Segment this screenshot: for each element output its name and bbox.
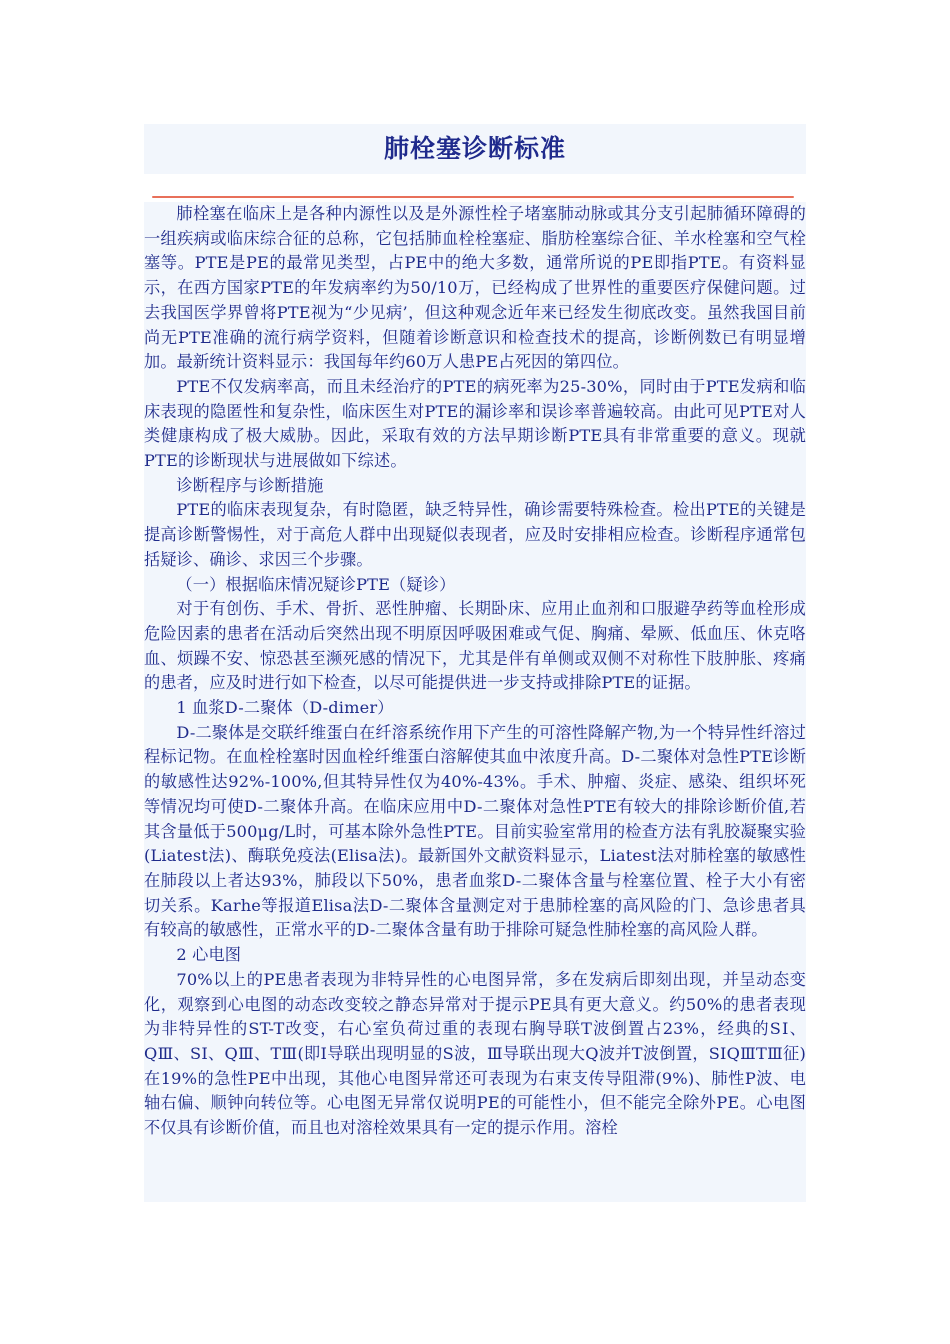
- paragraph-procedure: PTE的临床表现复杂，有时隐匿，缺乏特异性，确诊需要特殊检查。检出PTE的关键是提高诊断警惕性，对于高危人群中出现疑似表现者，应及时安排相应检查。诊断程序通常包括疑诊、确诊、求因三个步骤。: [144, 500, 806, 569]
- paragraph-d-dimer: D-二聚体是交联纤维蛋白在纤溶系统作用下产生的可溶性降解产物,为一个特异性纤溶过程标记物。在血栓栓塞时因血栓纤维蛋白溶解使其血中浓度升高。D-二聚体对急性PTE诊断的敏感性达92%-100%,但其特异性仅为40%-43%。手术、肿瘤、炎症、感染、组织坏死等情况均可使D-二聚体升高。在临床应用中D-二聚体对急性PTE有较大的排除诊断价值,若其含量低于500μg/L时，可基本除外急性PTE。目前实验室常用的检查方法有乳胶凝聚实验(Liatest法)、酶联免疫法(Elisa法)。最新国外文献资料显示，Liatest法对肺栓塞的敏感性在肺段以上者达93%，肺段以下50%，患者血浆D-二聚体含量与栓塞位置、栓子大小有密切关系。Karhe等报道Elisa法D-二聚体含量测定对于患肺栓塞的高风险的门、急诊患者具有较高的敏感性，正常水平的D-二聚体含量有助于排除可疑急性肺栓塞的高风险人群。: [144, 722, 806, 940]
- paragraph-significance: PTE不仅发病率高，而且未经治疗的PTE的病死率为25-30%，同时由于PTE发病和临床表现的隐匿性和复杂性，临床医生对PTE的漏诊率和误诊率普遍较高。由此可见PTE对人类健康构成了极大威胁。因此，采取有效的方法早期诊断PTE具有非常重要的意义。现就PTE的诊断现状与进展做如下综述。: [144, 376, 806, 471]
- subheading-ecg: 2 心电图: [176, 945, 242, 965]
- section-heading-procedure: 诊断程序与诊断措施: [176, 475, 324, 495]
- title-banner: [144, 124, 806, 174]
- paragraph-intro: 肺栓塞在临床上是各种内源性以及是外源性栓子堵塞肺动脉或其分支引起肺循环障碍的一组疾病或临床综合征的总称，它包括肺血栓栓塞症、脂肪栓塞综合征、羊水栓塞和空气栓塞等。PTE是PE的最常见类型，占PE中的绝大多数，通常所说的PE即指PTE。有资料显示，在西方国家PTE的年发病率约为50/10万，已经构成了世界性的重要医疗保健问题。过去我国医学界曾将PTE视为“少见病’，但这种观念近年来已经发生彻底改变。虽然我国目前尚无PTE准确的流行病学资料，但随着诊断意识和检查技术的提高，诊断例数已有明显增加。最新统计资料显示：我国每年约60万人患PE占死因的第四位。: [144, 204, 806, 372]
- paragraph-suspect: 对于有创伤、手术、骨折、恶性肿瘤、长期卧床、应用止血剂和口服避孕药等血栓形成危险因素的患者在活动后突然出现不明原因呼吸困难或气促、胸痛、晕厥、低血压、休克咯血、烦躁不安、惊恐甚至濒死感的情况下，尤其是伴有单侧或双侧不对称性下肢肿胀、疼痛的患者，应及时进行如下检查，以尽可能提供进一步支持或排除PTE的证据。: [144, 599, 806, 693]
- subheading-suspect: （一）根据临床情况疑诊PTE（疑诊）: [176, 574, 456, 594]
- title-divider: [152, 196, 794, 198]
- subheading-d-dimer: 1 血浆D-二聚体（D-dimer）: [176, 698, 394, 718]
- document-title: 肺栓塞诊断标准: [383, 134, 566, 163]
- paragraph-ecg: 70%以上的PE患者表现为非特异性的心电图异常，多在发病后即刻出现，并呈动态变化，观察到心电图的动态改变较之静态异常对于提示PE具有更大意义。约50%的患者表现为非特异性的ST-T改变，右心室负荷过重的表现右胸导联T波倒置占23%，经典的SⅠ、QⅢ、SⅠ、QⅢ、TⅢ(即Ⅰ导联出现明显的S波，Ⅲ导联出现大Q波并T波倒置，SIQⅢTⅢ征)在19%的急性PE中出现，其他心电图异常还可表现为右束支传导阻滞(9%)、肺性P波、电轴右偏、顺钟向转位等。心电图无异常仅说明PE的可能性小，但不能完全除外PE。心电图不仅具有诊断价值，而且也对溶栓效果具有一定的提示作用。溶栓: [144, 969, 806, 1138]
- document-body: [144, 202, 806, 1202]
